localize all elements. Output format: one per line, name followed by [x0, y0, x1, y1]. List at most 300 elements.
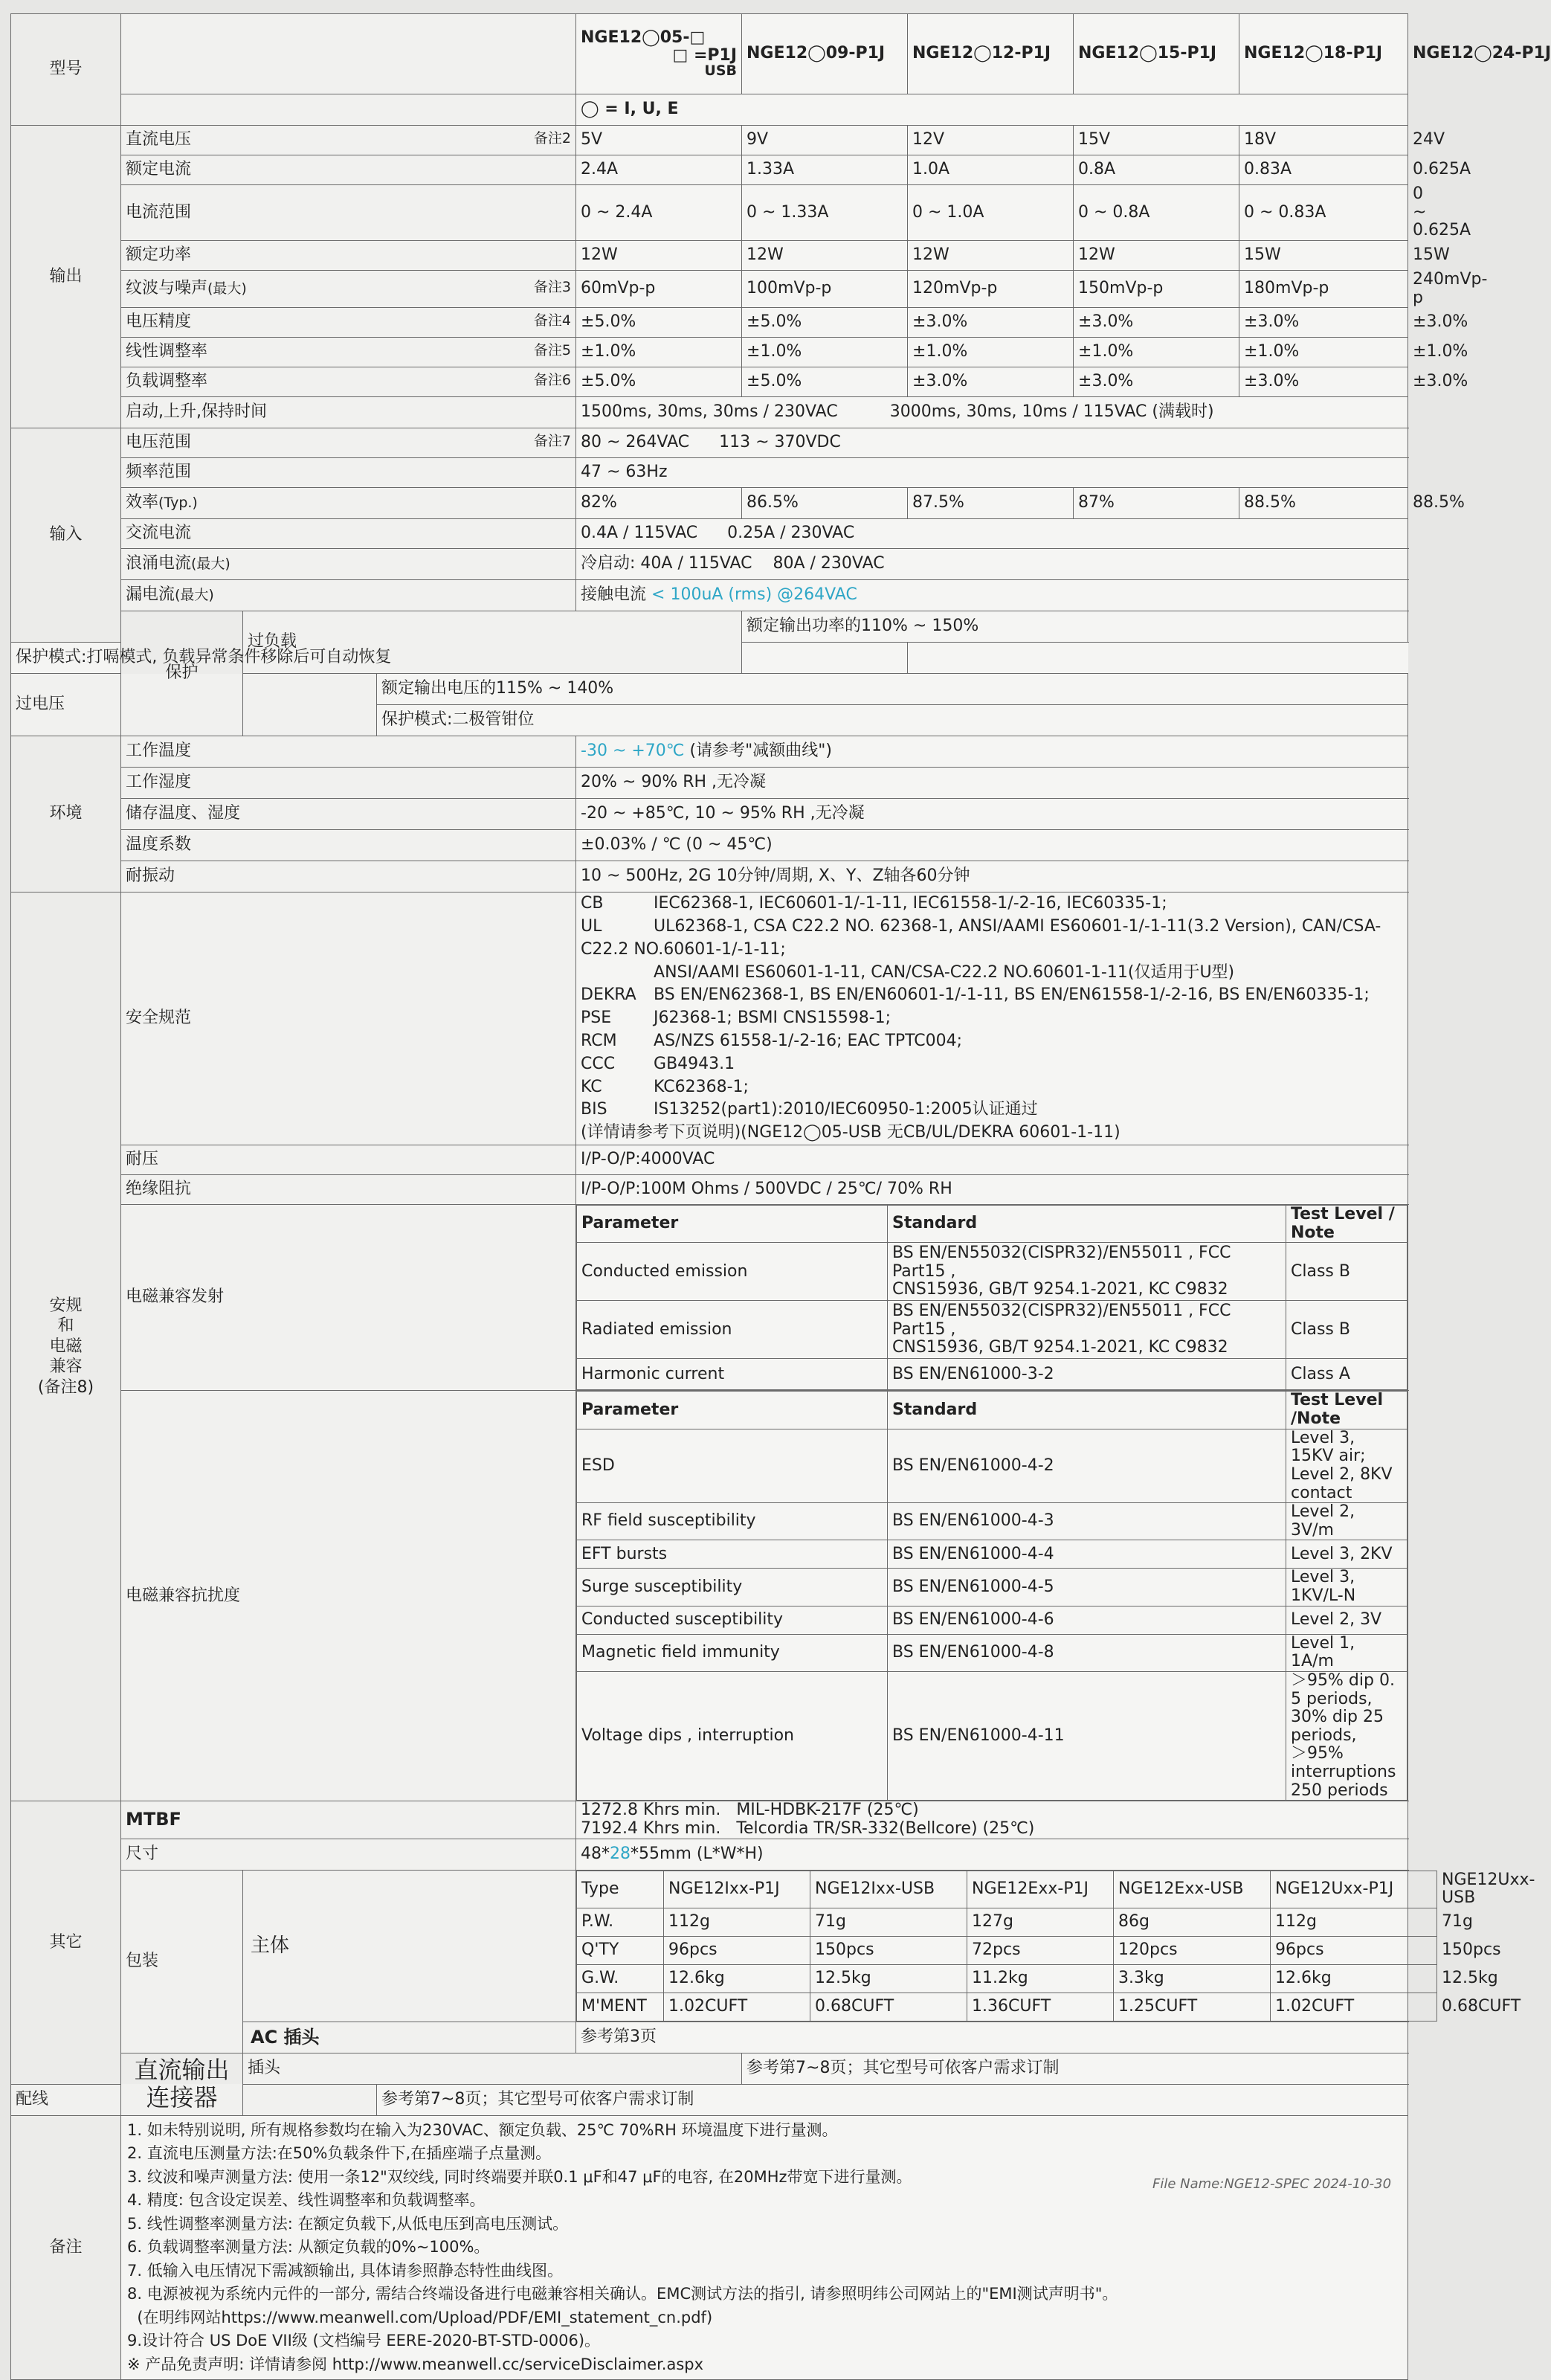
- output-value: ±3.0%: [1074, 308, 1239, 338]
- input-vrange-a: 80 ~ 264VAC: [581, 433, 690, 452]
- ems-row: [577, 1569, 1407, 1606]
- safety-line-text: J62368-1; BSMI CNS15598-1;: [654, 1009, 891, 1028]
- ems-standard: BS EN/EN61000-4-8: [888, 1634, 1286, 1671]
- output-row: 线性调整率 备注5 ±1.0% ±1.0% ±1.0% ±1.0% ±1.0% ±1.0%: [11, 338, 1408, 367]
- pack-value: 1.25CUFT: [1114, 1993, 1271, 2021]
- safety-std-val: [576, 892, 1408, 1145]
- safety-std-name: 安全规范: [121, 892, 576, 1145]
- emi-row: [577, 1243, 1407, 1301]
- other-label: 其它: [11, 1801, 121, 2085]
- emi-param: Conducted emission: [577, 1243, 888, 1301]
- safety-line-text: AS/NZS 61558-1/-2-16; EAC TPTC004;: [654, 1032, 963, 1051]
- eff-value: 88.5%: [1239, 488, 1408, 519]
- ems-cell: [576, 1391, 1408, 1801]
- emi-row: [577, 1301, 1407, 1359]
- safety-line-text: BS EN/EN62368-1, BS EN/EN60601-1/-1-11, BS EN/EN61558-1/-2-16, BS EN/EN60335-1;: [654, 985, 1370, 1005]
- ems-param: Surge susceptibility: [577, 1569, 888, 1606]
- emi-header-cell: Parameter: [577, 1206, 888, 1243]
- env-tc-name: 温度系数: [121, 830, 576, 861]
- model-blank-2: [121, 94, 576, 126]
- ems-header-cell: Parameter: [577, 1392, 888, 1429]
- dc-wire-val: 参考第7~8页；其它型号可依客户需求订制: [377, 2084, 1408, 2115]
- startup-name: 启动,上升,保持时间: [121, 397, 576, 428]
- pack-value: 72pcs: [967, 1936, 1114, 1964]
- input-vrange-name: [121, 428, 576, 458]
- emi-standard-1: BS EN/EN61000-3-2: [892, 1364, 1054, 1383]
- safety-line-tag: RCM: [581, 1032, 617, 1051]
- input-ac-name: 交流电流: [121, 519, 576, 549]
- notes-label: 备注: [11, 2115, 121, 2380]
- output-row: 额定功率 12W 12W 12W 12W 15W 15W: [11, 240, 1408, 270]
- output-value: ±5.0%: [742, 308, 908, 338]
- emi-level: Class B: [1286, 1301, 1407, 1359]
- emi-name: 电磁兼容发射: [121, 1205, 576, 1391]
- pack-table: [576, 1870, 1535, 2022]
- note-item: 8. 电源被视为系统内元件的一部分, 需结合终端设备进行电磁兼容相关确认。EMC测试方法的指引, 请参照明纬公司网站上的"EMI测试声明书"。: [127, 2285, 1118, 2303]
- pack-value: 86g: [1114, 1908, 1271, 1936]
- output-value: ±1.0%: [742, 338, 908, 367]
- ems-header-cell: Test Level /Note: [1286, 1392, 1407, 1429]
- output-value: 0 ~ 0.8A: [1074, 185, 1239, 241]
- output-value: ±1.0%: [576, 338, 742, 367]
- output-value: 180mVp-p: [1239, 270, 1408, 307]
- output-param-text: 直流电压: [126, 130, 192, 149]
- note-item: 5. 线性调整率测量方法: 在额定负载下,从低电压到高电压测试。: [127, 2214, 569, 2233]
- safety-line: [581, 962, 1403, 985]
- safety-line-tag: DEKRA: [581, 985, 636, 1005]
- safety-line: [581, 1099, 1403, 1122]
- output-row: 额定电流 2.4A 1.33A 1.0A 0.8A 0.83A 0.625A: [11, 155, 1408, 185]
- input-eff-suffix: (Typ.): [158, 495, 198, 512]
- ems-level: Level 3, 1KV/L-N: [1286, 1569, 1407, 1606]
- pack-body-name: 主体: [243, 1870, 576, 2022]
- output-param-suffix: (最大): [207, 280, 247, 298]
- input-ac-val: [576, 519, 1408, 549]
- ems-level-2: ＞95% interruptions 250 periods: [1291, 1744, 1396, 1800]
- output-value: ±1.0%: [1074, 338, 1239, 367]
- ems-row: [577, 1606, 1407, 1634]
- emi-header-cell: Test Level / Note: [1286, 1206, 1407, 1243]
- output-value: 12V: [908, 126, 1074, 155]
- safety-ir-name: 绝缘阻抗: [121, 1175, 576, 1205]
- output-param-note: 备注6: [533, 372, 572, 389]
- safety-label: [11, 892, 121, 1801]
- input-label: 输入: [11, 428, 121, 643]
- output-row: 负载调整率 备注6 ±5.0% ±5.0% ±3.0% ±3.0% ±3.0% ±3.0%: [11, 367, 1408, 397]
- ems-level-1: ＞95% dip 0. 5 periods, 30% dip 25 periods,: [1291, 1670, 1395, 1745]
- output-value: 1.0A: [908, 155, 1074, 185]
- env-wt-val: [576, 736, 1408, 768]
- size-name: 尺寸: [121, 1839, 576, 1870]
- ems-row: [577, 1634, 1407, 1671]
- input-ac-a: 0.4A / 115VAC: [581, 524, 698, 543]
- output-value: 9V: [742, 126, 908, 155]
- safety-line-tag: KC: [581, 1077, 602, 1096]
- pack-value: 1.36CUFT: [967, 1993, 1114, 2021]
- safety-wv-val: I/P-O/P:4000VAC: [576, 1145, 1408, 1175]
- dc-plug-name: 插头: [243, 2053, 742, 2084]
- ems-standard: BS EN/EN61000-4-4: [888, 1540, 1286, 1569]
- safety-line-tag: CB: [581, 894, 604, 913]
- output-value: 100mVp-p: [742, 270, 908, 307]
- pack-row: P.W. 112g 71g 127g 86g 112g 71g: [577, 1908, 1437, 1936]
- model-col-05-a: NGE12◯05-□: [581, 28, 706, 48]
- file-footer: File Name:NGE12-SPEC 2024-10-30: [1152, 2176, 1392, 2192]
- output-value: ±1.0%: [908, 338, 1074, 367]
- circle-note: ◯ = I, U, E: [576, 94, 1408, 126]
- output-param-note: 备注4: [533, 312, 572, 329]
- pack-cell: [576, 1870, 1535, 2022]
- output-value: 12W: [576, 240, 742, 270]
- output-param-name: [121, 270, 576, 307]
- pack-value: NGE12Ixx-P1J: [664, 1871, 810, 1908]
- ems-standard: BS EN/EN61000-4-6: [888, 1606, 1286, 1634]
- input-freq-val: 47 ~ 63Hz: [576, 458, 1408, 488]
- emi-cell: [576, 1205, 1408, 1391]
- emi-standard-2: CNS15936, GB/T 9254.1-2021, KC C9832: [892, 1338, 1228, 1357]
- acplug-name: AC 插头: [243, 2022, 576, 2053]
- safety-line: [581, 916, 1403, 962]
- pack-value: 120pcs: [1114, 1936, 1271, 1964]
- emi-standard-2: CNS15936, GB/T 9254.1-2021, KC C9832: [892, 1280, 1228, 1299]
- output-value: 0 ~ 2.4A: [576, 185, 742, 241]
- eff-value: 87%: [1074, 488, 1239, 519]
- output-value: 1.33A: [742, 155, 908, 185]
- ems-standard: BS EN/EN61000-4-2: [888, 1429, 1286, 1503]
- output-param-name: [121, 367, 576, 397]
- dc-wire-name: 配线: [11, 2084, 377, 2115]
- model-col-05-b: □ =P1J: [672, 45, 738, 65]
- env-st-val: -20 ~ +85℃, 10 ~ 95% RH ,无冷凝: [576, 799, 1408, 830]
- environment-label: 环境: [11, 736, 121, 892]
- dc-label-b: 连接器: [146, 2083, 218, 2112]
- ems-standard: BS EN/EN61000-4-5: [888, 1569, 1286, 1606]
- output-value: 0 ~ 1.33A: [742, 185, 908, 241]
- output-value: ±1.0%: [1239, 338, 1408, 367]
- output-startup-row: [11, 397, 1408, 428]
- env-st-name: 储存温度、湿度: [121, 799, 576, 830]
- pack-value: 1.02CUFT: [664, 1993, 810, 2021]
- model-label: 型号: [11, 14, 121, 126]
- safety-label-d: 兼容: [49, 1357, 83, 1377]
- input-vrange-b: 113 ~ 370VDC: [719, 433, 841, 452]
- input-eff-name: [121, 488, 576, 519]
- safety-line: [581, 1007, 1403, 1030]
- input-leak-suffix: (最大): [175, 587, 214, 604]
- safety-line: [581, 1076, 1403, 1099]
- pack-value: 11.2kg: [967, 1964, 1114, 1993]
- input-inrush-name: [121, 549, 576, 580]
- ems-header: [577, 1392, 1407, 1429]
- safety-line-text: UL62368-1, CSA C22.2 NO. 62368-1, ANSI/AAMI ES60601-1/-1-11(3.2 Version), CAN/CSA-C22.2 NO.60601-1/-1-11;: [581, 917, 1381, 959]
- pack-value: 12.6kg: [664, 1964, 810, 1993]
- env-wh-name: 工作湿度: [121, 768, 576, 799]
- pack-key: G.W.: [577, 1964, 664, 1993]
- eff-value: 87.5%: [908, 488, 1074, 519]
- input-leak-a: 接触电流: [581, 585, 647, 605]
- output-value: 0 ~ 0.83A: [1239, 185, 1408, 241]
- output-param-name: [121, 185, 576, 241]
- pack-value: 0.68CUFT: [810, 1993, 967, 2021]
- output-param-text: 电压精度: [126, 312, 192, 332]
- pack-row: Type NGE12Ixx-P1J NGE12Ixx-USB NGE12Exx-P1J NGE12Exx-USB NGE12Uxx-P1J NGE12Uxx-USB: [577, 1871, 1437, 1908]
- output-row: 输出 直流电压 备注2 5V 9V 12V 15V 18V 24V: [11, 126, 1408, 155]
- safety-line-text: KC62368-1;: [654, 1077, 749, 1096]
- mtbf-a: 1272.8 Khrs min. MIL-HDBK-217F (25℃): [581, 1801, 919, 1820]
- output-param-name: [121, 338, 576, 367]
- safety-line-text: GB4943.1: [654, 1054, 735, 1073]
- env-tc-val: ±0.03% / ℃ (0 ~ 45℃): [576, 830, 1408, 861]
- safety-line-tag: UL: [581, 917, 602, 936]
- safety-detail: (详情请参考下页说明)(NGE12◯05-USB 无CB/UL/DEKRA 60601-1-11): [581, 1123, 1120, 1142]
- env-wt-a: -30 ~ +70℃: [581, 742, 685, 761]
- safety-line: [581, 984, 1403, 1007]
- safety-label-c: 电磁: [49, 1337, 83, 1356]
- ems-level: [1286, 1671, 1407, 1800]
- pack-value: 150pcs: [810, 1936, 967, 1964]
- output-label: 输出: [11, 126, 121, 428]
- safety-line-tag: PSE: [581, 1009, 612, 1028]
- ems-standard: BS EN/EN61000-4-3: [888, 1503, 1286, 1540]
- pack-value: NGE12Exx-P1J: [967, 1871, 1114, 1908]
- size-c: *55mm (L*W*H): [631, 1844, 764, 1863]
- output-value: 120mVp-p: [908, 270, 1074, 307]
- output-param-name: [121, 155, 576, 185]
- protection-ol-b: 保护模式:打嗝模式, 负载异常条件移除后可自动恢复: [11, 643, 908, 674]
- ems-level: Level 2, 3V/m: [1286, 1503, 1407, 1540]
- env-vib-val: 10 ~ 500Hz, 2G 10分钟/周期, X、Y、Z轴各60分钟: [576, 861, 1408, 892]
- ems-param: ESD: [577, 1429, 888, 1503]
- pack-key: P.W.: [577, 1908, 664, 1936]
- output-value: 0.83A: [1239, 155, 1408, 185]
- model-col-09: NGE12◯09-P1J: [742, 14, 908, 94]
- note-item: 1. 如未特别说明, 所有规格参数均在输入为230VAC、额定负载、25℃ 70%RH 环境温度下进行量测。: [127, 2120, 838, 2139]
- pack-row: Q'TY 96pcs 150pcs 72pcs 120pcs 96pcs 150pcs: [577, 1936, 1437, 1964]
- emi-level: Class B: [1286, 1243, 1407, 1301]
- notes-body: [121, 2115, 1408, 2380]
- output-param-note: 备注5: [533, 342, 572, 359]
- emi-row: [577, 1359, 1407, 1390]
- note-item: 7. 低输入电压情况下需减额输出, 具体请参照静态特性曲线图。: [127, 2261, 564, 2280]
- spec-sheet: [10, 13, 1551, 2380]
- dc-plug-val: 参考第7~8页；其它型号可依客户需求订制: [742, 2053, 1408, 2084]
- ems-level: Level 3, 2KV: [1286, 1540, 1407, 1569]
- emi-table: [576, 1205, 1407, 1390]
- ems-standard: BS EN/EN61000-4-11: [888, 1671, 1286, 1800]
- model-row: 型号 NGE12◯05-□ □ =P1J USB NGE12◯09-P1J NGE12◯12-P1J NGE12◯15-P1J NGE12◯18-P1J NGE12◯24-P1J: [11, 14, 1408, 94]
- note-item: 6. 负载调整率测量方法: 从额定负载的0%~100%。: [127, 2238, 490, 2257]
- emi-standard-1: BS EN/EN55032(CISPR32)/EN55011 , FCC Part15 ,: [892, 1243, 1231, 1281]
- pack-value: NGE12Ixx-USB: [810, 1871, 967, 1908]
- input-freq-name: 频率范围: [121, 458, 576, 488]
- env-wt-name: 工作温度: [121, 736, 576, 768]
- output-param-text: 纹波与噪声: [126, 279, 208, 298]
- model-col-15: NGE12◯15-P1J: [1074, 14, 1239, 94]
- pack-value: 96pcs: [1271, 1936, 1437, 1964]
- safety-label-e: (备注8): [37, 1377, 94, 1397]
- acplug-val: 参考第3页: [576, 2022, 1408, 2053]
- model-col-05-c: USB: [704, 62, 738, 79]
- output-param-text: 额定电流: [126, 160, 192, 179]
- output-value: ±3.0%: [908, 308, 1074, 338]
- safety-line-tag: CCC: [581, 1054, 616, 1073]
- output-value: ±3.0%: [908, 367, 1074, 397]
- ems-param: Conducted susceptibility: [577, 1606, 888, 1634]
- input-leak-val: [576, 580, 1408, 611]
- note-item: ※ 产品免责声明: 详情请参阅 http://www.meanwell.cc/serviceDisclaimer.aspx: [127, 2355, 704, 2373]
- pack-key: Q'TY: [577, 1936, 664, 1964]
- ems-table: [576, 1391, 1407, 1801]
- safety-line-tag: BIS: [581, 1100, 607, 1119]
- protection-ov-a: 额定输出电压的115% ~ 140%: [377, 674, 1408, 705]
- input-inrush-val: 冷启动: 40A / 115VAC 80A / 230VAC: [576, 549, 1408, 580]
- ems-param: EFT bursts: [577, 1540, 888, 1569]
- mtbf-b: 7192.4 Khrs min. Telcordia TR/SR-332(Bellcore) (25℃): [581, 1818, 1035, 1838]
- pack-value: 3.3kg: [1114, 1964, 1271, 1993]
- note-item: 3. 纹波和噪声测量方法: 使用一条12"双绞线, 同时终端要并联0.1 μF和47 μF的电容, 在20MHz带宽下进行量测。: [127, 2167, 912, 2186]
- pack-value: 127g: [967, 1908, 1114, 1936]
- ems-param: Voltage dips , interruption: [577, 1671, 888, 1800]
- output-value: ±5.0%: [576, 367, 742, 397]
- output-value: ±5.0%: [742, 367, 908, 397]
- model-col-12: NGE12◯12-P1J: [908, 14, 1074, 94]
- output-value: 12W: [742, 240, 908, 270]
- protection-label: 保护: [121, 611, 243, 736]
- output-row: 电压精度 备注4 ±5.0% ±5.0% ±3.0% ±3.0% ±3.0% ±3.0%: [11, 308, 1408, 338]
- output-param-name: [121, 126, 576, 155]
- output-param-note: 备注2: [533, 130, 572, 147]
- safety-line: [581, 892, 1403, 916]
- startup-b: 3000ms, 30ms, 10ms / 115VAC (满载时): [889, 402, 1214, 422]
- output-param-name: [121, 308, 576, 338]
- model-col-05: [576, 14, 742, 94]
- safety-label-a: 安规: [49, 1296, 83, 1315]
- size-b: 28: [610, 1844, 631, 1863]
- output-section: [11, 126, 1488, 428]
- ems-level: Level 2, 3V: [1286, 1606, 1407, 1634]
- input-leak-name: [121, 580, 576, 611]
- emi-header: [577, 1206, 1407, 1243]
- input-vrange-val: [576, 428, 1408, 458]
- pack-value: 1.02CUFT: [1271, 1993, 1437, 2021]
- safety-wv-name: 耐压: [121, 1145, 576, 1175]
- output-value: 2.4A: [576, 155, 742, 185]
- safety-line-text: IS13252(part1):2010/IEC60950-1:2005认证通过: [654, 1100, 1038, 1119]
- pack-value: 12.6kg: [1271, 1964, 1437, 1993]
- output-value: 150mVp-p: [1074, 270, 1239, 307]
- note-item: 4. 精度: 包含设定误差、线性调整率和负载调整率。: [127, 2191, 486, 2210]
- ems-level: Level 1, 1A/m: [1286, 1634, 1407, 1671]
- ems-row: [577, 1540, 1407, 1569]
- output-value: 12W: [908, 240, 1074, 270]
- startup-val: [576, 397, 1408, 428]
- pack-value: 112g: [664, 1908, 810, 1936]
- safety-line: [581, 1030, 1403, 1053]
- input-leak-text: 漏电流: [126, 585, 175, 605]
- safety-label-b: 和: [57, 1316, 74, 1336]
- pack-value: 112g: [1271, 1908, 1437, 1936]
- pack-value: 71g: [810, 1908, 967, 1936]
- safety-line-text: IEC62368-1, IEC60601-1/-1-11, IEC61558-1/-2-16, IEC60335-1;: [654, 894, 1167, 913]
- ems-level: Level 3, 15KV air; Level 2, 8KV contact: [1286, 1429, 1407, 1503]
- output-param-name: [121, 240, 576, 270]
- pack-value: NGE12Uxx-P1J: [1271, 1871, 1437, 1908]
- pack-key: M'MENT: [577, 1993, 664, 2021]
- output-row: 纹波与噪声(最大) 备注3 60mVp-p 100mVp-p 120mVp-p 150mVp-p 180mVp-p 240mVp-p: [11, 270, 1408, 307]
- safety-ir-val: I/P-O/P:100M Ohms / 500VDC / 25℃/ 70% RH: [576, 1175, 1408, 1205]
- ems-row: [577, 1429, 1407, 1503]
- note-item: 2. 直流电压测量方法:在50%负载条件下,在插座端子点量测。: [127, 2144, 552, 2163]
- output-param-text: 线性调整率: [126, 342, 208, 361]
- env-vib-name: 耐振动: [121, 861, 576, 892]
- note-item: 9.设计符合 US DoE VII级 (文档编号 EERE-2020-BT-STD-0006)。: [127, 2332, 601, 2350]
- input-inrush-suffix: (最大): [191, 556, 230, 573]
- dc-label-a: 直流输出: [134, 2056, 230, 2085]
- output-value: ±3.0%: [1239, 367, 1408, 397]
- spec-table: 型号 NGE12◯05-□ □ =P1J USB NGE12◯09-P1J NGE12◯12-P1J NGE12◯15-P1J NGE12◯18-P1J NGE12◯24-P1J ◯ = I, U, E 输出 直流电压 备注2 5V 9V 12V 15V 18V 24V 额定电流 2.4A 1.33A 1.0A 0.8A 0.83A 0.625A 电流范围 0 ~ 2.4A 0 ~ 1.33A 0 ~ 1.0A 0 ~ 0.8A 0 ~ 0.83A 0 ~ 0.625A 额定功率 12W 12W 12W 12W 15W 15W 纹波与噪声(最大) 备注3 60mVp-p 100mVp-p 120mVp-p 150mVp-p 180mVp-p 240mVp-p 电压精度 备注4 ±5.0% ±5.0% ±3.0% ±3.0% ±3.0% ±3.0% 线性调整率 备注5 ±1.0% ±1.0% ±1.0% ±1.0% ±1.0% ±1.0% 负载调整率 备注6 ±5.0% ±5.0% ±3.0% ±3.0% ±3.0% ±3.0% 启动,上升,保持时间 1500ms, 30ms, 30ms / 230VAC 3000ms, 30ms, 10ms / 115VAC (满载时) 输入 电压范围 备注7 80 ~ 264VAC 113 ~ 370VDC 频率范围 47 ~ 63Hz 效率(Typ.) 82% 86.5% 87.5% 87% 88.5% 88.5% 交流电流 0.4A / 115VAC 0.25A / 230VAC 浪涌电流(最大) 冷启动: 40A / 115VAC 80A / 230VAC 漏电流(最大) 接触电流 < 100uA (rms) @264VAC 保护 过负载 额定输出功率的110% ~ 150% 保护模式:打嗝模式, 负载异常条件移除后可自动恢复 过电压 额定输出电压的115% ~ 140% 保护模式:二极管钳位 环境 工作温度 -30 ~ +70℃ (请参考"减额曲线") 工作湿度 20% ~ 90% RH ,无冷凝 储存温度、湿度 -20 ~ +85℃, 10 ~ 95% RH ,无冷凝 温度系数 ±0.03% / ℃ (0 ~ 45℃) 耐振动 10 ~ 500Hz, 2G 10分钟/周期, X、Y、Z轴各60分钟 安规 和 电磁 兼容 (备注8) 安全规范 CB IEC62368-1, IEC60601-1/-1-11, IEC61558-1/-2-16, IEC60335-1; UL UL62368-1, CSA C22.2 NO. 62368-1, ANSI/AAMI ES60601-1/-1-11(3.2 Version), CAN/CSA-C22.2 NO.60601-1/-1-11; ANSI/AAMI ES60601-1-11, CAN/CSA-C22.2 NO.60601-1-11(仅适用于U型) DEKRA BS EN/EN62368-1, BS EN/EN60601-1/-1-11, BS EN/EN61558-1/-2-16, BS EN/EN60335-1; PSE J62368-1; BSMI CNS15598-1; RCM AS/NZS 61558-1/-2-16; EAC TPTC004; CCC GB4943.1 KC KC62368-1; BIS IS13252(part1):2010/IEC60950-1:2005认证通过 (详情请参考下页说明)(NGE12◯05-USB 无CB/UL/DEKRA 60601-1-11) 耐压 I/P-O/P:4000VAC 绝缘阻抗 I/P-O/P:100M Ohms / 500VDC / 25℃/ 70% RH 电磁兼容发射 Parameter Standard Test Level / Note Conducted emission BS EN/EN55032(CISPR32)/EN55011 , FCC Part15 , CNS15936, GB/T 9254.1-2021, KC C9832 Class B Radiated emission BS EN/EN55032(CISPR32)/EN55011 , FCC Part15 , CNS15936, GB/T 9254.1-2021, KC C9832 Class B Harmonic current BS EN/EN61000-3-2 Class A 电磁兼容抗扰度 Parameter Standard Test Level /Note ESD BS EN/EN61000-4-2 Level 3, 15KV air; Level 2, 8KV contact RF field susceptibility BS EN/EN61000-4-3 Level 2, 3V/m EFT bursts BS EN/EN61000-4-4 Level 3, 2KV Surge susceptibility BS EN/EN61000-4-5 Level 3, 1KV/L-N Conducted susceptibility BS EN/EN61000-4-6 Level 2, 3V Magnetic field immunity BS EN/EN61000-4-8 Level 1, 1A/m Voltage dips , interruption BS EN/EN61000-4-11 ＞95% dip 0. 5 periods, 30% dip 25 periods, ＞95% interruptions 250 periods 其它 MTBF 1272.8 Khrs min. MIL-HDBK-217F (25℃)7192.4 Khrs min. Telcordia TR/SR-332(Bellcore) (25℃) 尺寸 48*28*55mm (L*W*H) 包装 主体 Type NGE12Ixx-P1J NGE12Ixx-USB NGE12Exx-P1J NGE12Exx-USB NGE12Uxx-P1J NGE12Uxx-USB P.W. 112g 71g 127g 86g 112g 71g Q'TY 96pcs 150pcs 72pcs 120pcs 96pcs 150pcs G.W. 12.6kg 12.5kg 11.2kg 3.3kg 12.6kg 12.5kg M'MENT 1.02CUFT 0.68CUFT 1.36CUFT 1.25CUFT 1.02CUFT 0.68CUFT AC 插头 参考第3页 直流输出 连接器 插头 参考第7~8页；其它型号可依客户需求订制 配线 参考第7~8页；其它型号可依客户需求订制 备注 1. 如未特别说明, 所有规格参数均在输入为230VAC、额定负载、25℃ 70%RH 环境温度下进行量测。 2. 直流电压测量方法:在50%负载条件下,在插座端子点量测。 3. 纹波和噪声测量方法: 使用一条12"双绞线, 同时终端要并联0.1 μF和47 μF的电容, 在20MHz带宽下进行量测。 4. 精度: 包含设定误差、线性调整率和负载调整率。 5. 线性调整率测量方法: 在额定负载下,从低电压到高电压测试。 6. 负载调整率测量方法: 从额定负载的0%~100%。 7. 低输入电压情况下需减额输出, 具体请参照静态特性曲线图。 8. 电源被视为系统内元件的一部分, 需结合终端设备进行电磁兼容相关确认。EMC测试方法的指引, 请参照明纬公司网站上的"EMI测试声明书"。 (在明纬网站https://www.meanwell.com/Upload/PDF/EMI_statement_cn.pdf) 9.设计符合 US DoE VII级 (文档编号 EERE-2020-BT-STD-0006)。 ※ 产品免责声明: 详情请参阅 http://www.meanwell.cc/serviceDisclaimer.aspx: [10, 13, 1408, 2380]
- output-value: 12W: [1074, 240, 1239, 270]
- pack-key: Type: [577, 1871, 664, 1908]
- emi-standard-1: BS EN/EN55032(CISPR32)/EN55011 , FCC Part15 ,: [892, 1301, 1231, 1339]
- output-value: 0 ~ 1.0A: [908, 185, 1074, 241]
- protection-ov-b: 保护模式:二极管钳位: [377, 705, 1408, 736]
- output-value: 60mVp-p: [576, 270, 742, 307]
- ems-param: Magnetic field immunity: [577, 1634, 888, 1671]
- pack-name: 包装: [121, 1870, 243, 2053]
- ems-row: [577, 1503, 1407, 1540]
- emi-param: Radiated emission: [577, 1301, 888, 1359]
- ems-header-cell: Standard: [888, 1392, 1286, 1429]
- mtbf-val: [576, 1801, 1408, 1839]
- output-value: 18V: [1239, 126, 1408, 155]
- ems-row: [577, 1671, 1407, 1800]
- protection-ol-name: 过负载: [243, 611, 742, 674]
- output-value: 15V: [1074, 126, 1239, 155]
- protection-ov-name: 过电压: [11, 674, 377, 736]
- ems-name: 电磁兼容抗扰度: [121, 1391, 576, 1801]
- pack-row: M'MENT 1.02CUFT 0.68CUFT 1.36CUFT 1.25CUFT 1.02CUFT 0.68CUFT: [577, 1993, 1437, 2021]
- model-col-18: NGE12◯18-P1J: [1239, 14, 1408, 94]
- emi-standard: [888, 1359, 1286, 1390]
- pack-value: 96pcs: [664, 1936, 810, 1964]
- pack-value: 12.5kg: [810, 1964, 967, 1993]
- output-value: 5V: [576, 126, 742, 155]
- input-eff-text: 效率: [126, 493, 159, 512]
- input-vrange-note: 备注7: [533, 433, 572, 450]
- model-blank: [121, 14, 576, 94]
- mtbf-name: MTBF: [121, 1801, 576, 1839]
- eff-value: 86.5%: [742, 488, 908, 519]
- output-row: 电流范围 0 ~ 2.4A 0 ~ 1.33A 0 ~ 1.0A 0 ~ 0.8A 0 ~ 0.83A 0 ~ 0.625A: [11, 185, 1408, 241]
- output-value: ±3.0%: [1074, 367, 1239, 397]
- pack-row: G.W. 12.6kg 12.5kg 11.2kg 3.3kg 12.6kg 12.5kg: [577, 1964, 1437, 1993]
- output-value: ±5.0%: [576, 308, 742, 338]
- note-item: (在明纬网站https://www.meanwell.com/Upload/PDF/EMI_statement_cn.pdf): [127, 2308, 713, 2326]
- output-value: 0.8A: [1074, 155, 1239, 185]
- output-param-text: 电流范围: [126, 202, 192, 222]
- output-param-text: 额定功率: [126, 245, 192, 265]
- protection-ol-a: 额定输出功率的110% ~ 150%: [742, 611, 1408, 643]
- eff-value: 82%: [576, 488, 742, 519]
- input-leak-b: < 100uA (rms) @264VAC: [651, 585, 857, 605]
- input-vrange-text: 电压范围: [126, 433, 192, 452]
- ems-param: RF field susceptibility: [577, 1503, 888, 1540]
- emi-header-cell: Standard: [888, 1206, 1286, 1243]
- input-inrush-text: 浪涌电流: [126, 554, 192, 573]
- input-ac-b: 0.25A / 230VAC: [727, 524, 855, 543]
- safety-line-text: ANSI/AAMI ES60601-1-11, CAN/CSA-C22.2 NO.60601-1-11(仅适用于U型): [654, 962, 1235, 982]
- safety-line: [581, 1053, 1403, 1076]
